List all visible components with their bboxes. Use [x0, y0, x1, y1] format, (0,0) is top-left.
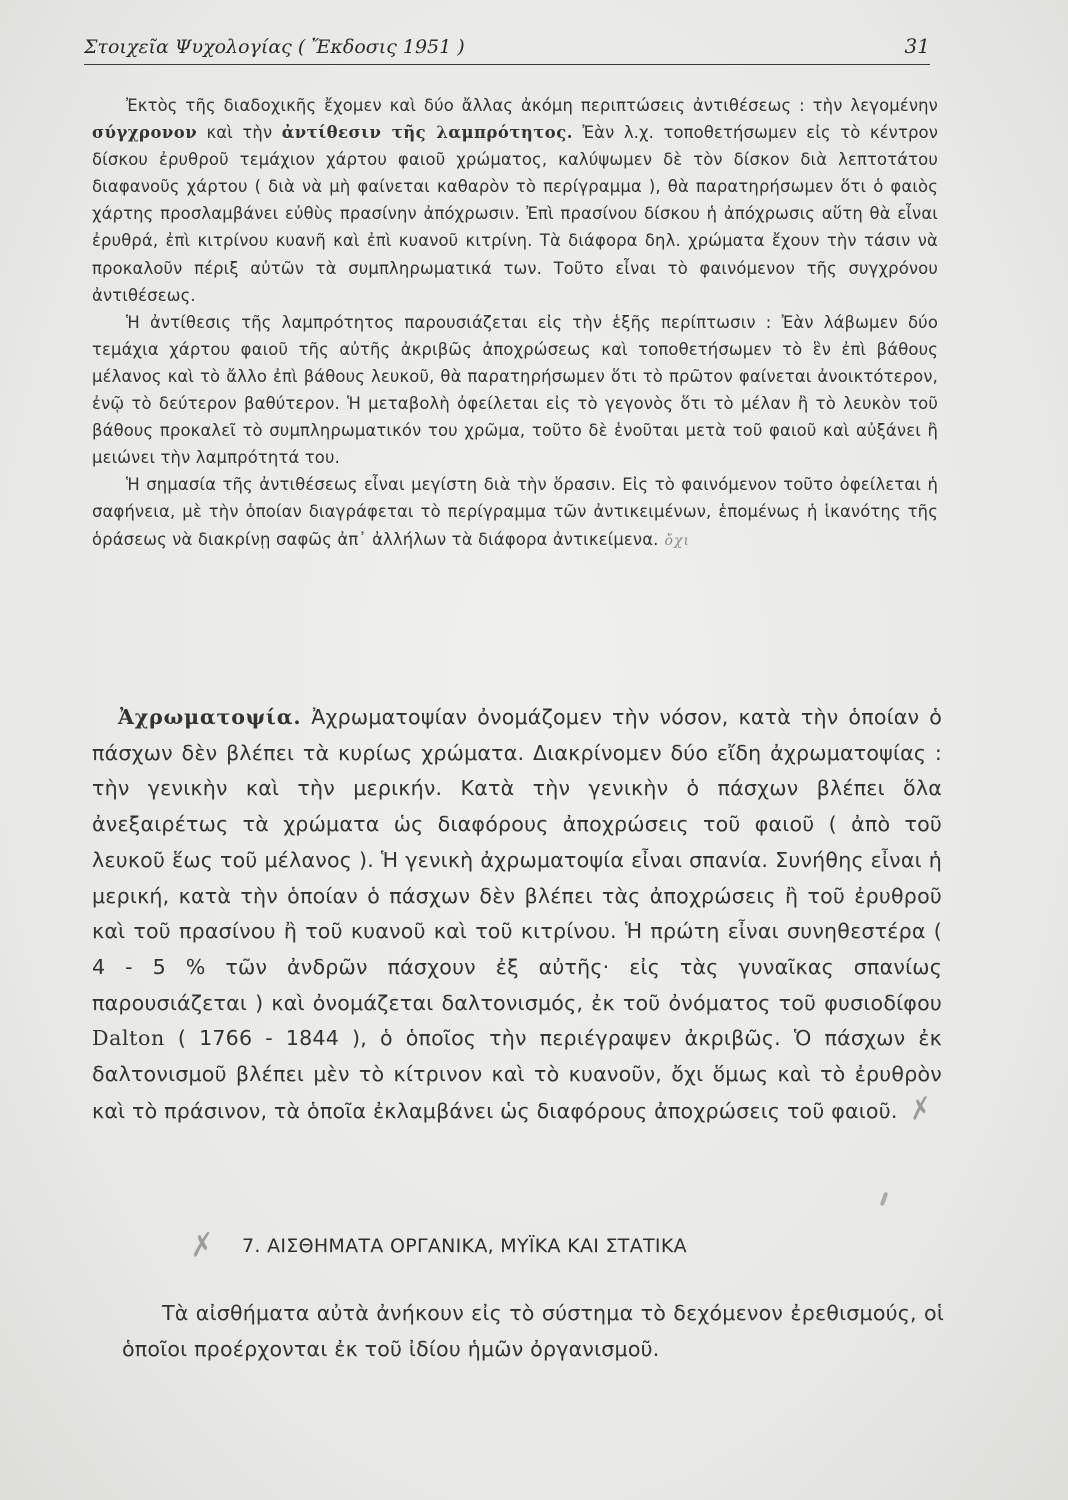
page-number: 31: [904, 34, 930, 58]
paragraph-contrast-significance: [92, 471, 938, 554]
paragraph-text: καὶ τὴν: [197, 123, 282, 143]
body-text-section-7: [122, 1295, 944, 1367]
paragraph-text: Ἀχρωματοψίαν ὀνομάζομεν τὴν νόσον, κατὰ τὴν ὁποίαν ὁ πάσχων δὲν βλέπει τὰ κυρίως χρώματα. Διακρίνομεν δύο εἴδη ἀχρωματοψίας : τὴν γενικὴν καὶ τὴν μερικήν. Κατὰ τὴν γενικὴν ὁ πάσχων βλέπει ὅλα ἀνεξαιρέτως τὰ χρώματα ὡς διαφόρους ἀποχρώσεις τοῦ φαιοῦ ( ἀπὸ τοῦ λευκοῦ ἕως τοῦ μέλανος ). Ἡ γενικὴ ἀχρωματοψία εἶναι σπανία. Συνήθης εἶναι ἡ μερική, κατὰ τὴν ὁποίαν ὁ πάσχων δὲν βλέπει τὰς ἀποχρώσεις ἢ τοῦ ἐρυθροῦ καὶ τοῦ πρασίνου ἢ τοῦ κυανοῦ καὶ τοῦ κιτρίνου. Ἡ πρώτη εἶναι συνηθεστέρα ( 4 - 5 % τῶν ἀνδρῶν πάσχουν ἐξ αὐτῆς· εἰς τὰς γυναῖκας σπανίως παρουσιάζεται ) καὶ ὀνομάζεται δαλτονισμός, ἐκ τοῦ ὀνόματος τοῦ φυσιοδίφου: [92, 705, 942, 1015]
section-heading-achromatopsia: Ἀχρωματοψία.: [118, 705, 302, 729]
paragraph-text: Ἐὰν λ.χ. τοποθετήσωμεν εἰς τὸ κέντρον δίσκου ἐρυθροῦ τεμάχιον χάρτου φαιοῦ χρώματος, καλύψωμεν δὲ τὸν δίσκον διὰ λεπτοτάτου διαφανοῦς χάρτου ( διὰ νὰ μὴ φαίνεται καθαρὸν τὸ περίγραμμα ), θὰ παρατηρήσωμεν ὅτι ὁ φαιὸς χάρτης προσλαμβάνει εὐθὺς πρασίνην ἀπόχρωσιν. Ἐπὶ πρασίνου δίσκου ἡ ἀπόχρωσις αὕτη θὰ εἶναι ἐρυθρά, ἐπὶ κιτρίνου κυανῆ καὶ ἐπὶ κυανοῦ κιτρίνη. Τὰ διάφορα δηλ. χρώματα ἔχουν τὴν τάσιν νὰ προκαλοῦν πέριξ αὐτῶν τὰ συμπληρωματικά των. Τοῦτο εἶναι τὸ φαινόμενον τῆς συγχρόνου ἀντιθέσεως.: [92, 123, 939, 305]
paragraph-brightness-contrast: Ἡ ἀντίθεσις τῆς λαμπρότητος παρουσιάζεται εἰς τὴν ἑξῆς περίπτωσιν : Ἐὰν λάβωμεν δύο τεμάχια χάρτου φαιοῦ τῆς αὐτῆς ἀκριβῶς ἀποχρώσεως καὶ τοποθετήσωμεν τὸ ἓν ἐπὶ βάθους μέλανος καὶ τὸ ἄλλο ἐπὶ βάθους λευκοῦ, θὰ παρατηρήσωμεν ὅτι τὸ πρῶτον φαίνεται ἀνοικτότερον, ἐνῷ τὸ δεύτερον βαθύτερον. Ἡ μεταβολὴ ὀφείλεται εἰς τὸ γεγονὸς ὅτι τὸ μέλαν ἢ τὸ λευκὸν τοῦ βάθους προκαλεῖ τὸ συμπληρωματικόν του χρῶμα, τοῦτο δὲ ἑνοῦται μετὰ τοῦ φαιοῦ καὶ αὐξάνει ἢ μειώνει τὴν λαμπρότητά του.: [92, 312, 938, 468]
pencil-annotation: ὄχι: [664, 532, 690, 549]
body-text-small: [92, 92, 938, 555]
paragraph-achromatopsia: [92, 700, 942, 1129]
pencil-check-mark: ✗: [184, 1226, 216, 1265]
paragraph-organic-sensations: Τὰ αἰσθήματα αὐτὰ ἀνήκουν εἰς τὸ σύστημα τὸ δεχόμενον ἐρεθισμούς, οἱ ὁποῖοι προέρχονται ἐκ τοῦ ἰδίου ἡμῶν ὀργανισμοῦ.: [122, 1301, 944, 1361]
section-title: 7. ΑΙΣΘΗΜΑΤΑ ΟΡΓΑΝΙΚΑ, ΜΥΪΚΑ ΚΑΙ ΣΤΑΤΙΚΑ: [242, 1235, 687, 1257]
paragraph-text: Ἡ σημασία τῆς ἀντιθέσεως εἶναι μεγίστη διὰ τὴν ὅρασιν. Εἰς τὸ φαινόμενον τοῦτο ὀφείλεται ἡ σαφήνεια, μὲ τὴν ὁποίαν διαγράφεται τὸ περίγραμμα τῶν ἀντικειμένων, ἑπομένως ἡ ἱκανότης τῆς ὁράσεως νὰ διακρίνῃ σαφῶς ἀπ᾿ ἀλλήλων τὰ διάφορα ἀντικείμενα.: [92, 475, 938, 549]
term-brightness-contrast: ἀντίθεσιν τῆς λαμπρότητος.: [281, 123, 573, 143]
name-dalton: Dalton: [92, 1026, 165, 1051]
page-header: [84, 34, 930, 65]
running-title: Στοιχεῖα Ψυχολογίας ( Ἔκδοσις 1951 ): [84, 36, 465, 58]
body-text-achromatopsia: [92, 700, 942, 1129]
term-simultaneous: σύγχρονον: [92, 123, 198, 143]
paragraph-text: ( 1766 - 1844 ), ὁ ὁποῖος τὴν περιέγραψεν ἀκριβῶς. Ὁ πάσχων ἐκ δαλτονισμοῦ βλέπει μὲν τὸ κίτρινον καὶ τὸ κυανοῦν, ὄχι ὅμως καὶ τὸ ἐρυθρὸν καὶ τὸ πράσινον, τὰ ὁποῖα ἐκλαμβάνει ὡς διαφόρους ἀποχρώσεις τοῦ φαιοῦ.: [92, 1026, 942, 1123]
paragraph-contrast-types: [92, 92, 938, 309]
pencil-stroke: [880, 1192, 889, 1207]
pencil-check-mark: ✗: [903, 1092, 934, 1128]
paragraph-text: Ἐκτὸς τῆς διαδοχικῆς ἔχομεν καὶ δύο ἄλλας ἀκόμη περιπτώσεις ἀντιθέσεως : τὴν λεγομένην: [126, 96, 938, 115]
